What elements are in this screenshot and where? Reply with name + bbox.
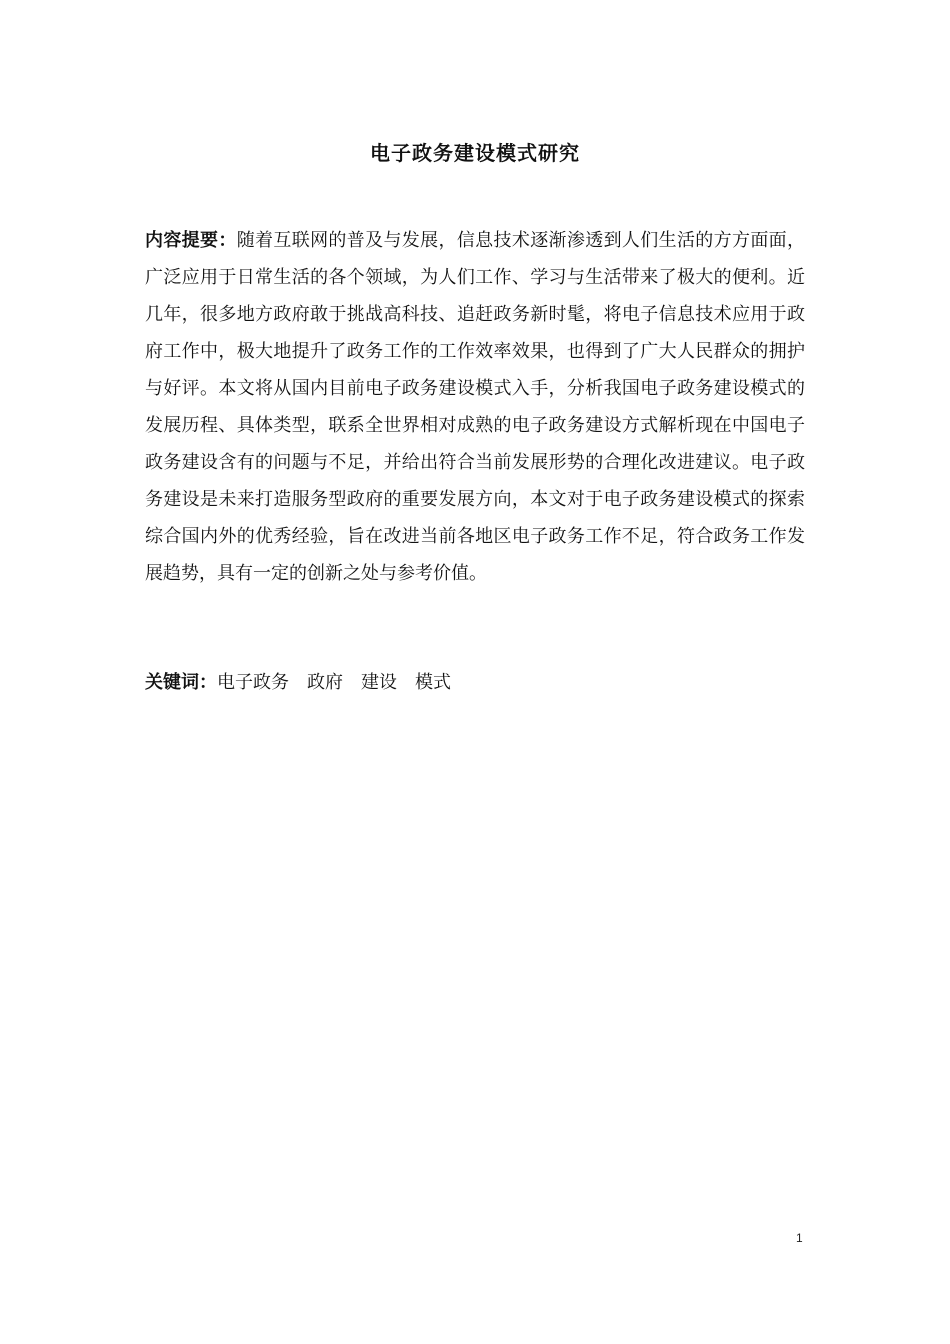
abstract-section xyxy=(145,222,805,592)
keyword-item: 政府 xyxy=(307,672,343,693)
keyword-item: 建设 xyxy=(361,672,397,693)
keyword-item: 模式 xyxy=(415,672,451,693)
keywords-section xyxy=(145,668,805,698)
abstract-text: 随着互联网的普及与发展，信息技术逐渐渗透到人们生活的方方面面，广泛应用于日常生活的各个领域，为人们工作、学习与生活带来了极大的便利。近几年，很多地方政府敢于挑战高科技、追赶政务新时髦，将电子信息技术应用于政府工作中，极大地提升了政务工作的工作效率效果，也得到了广大人民群众的拥护与好评。本文将从国内目前电子政务建设模式入手，分析我国电子政务建设模式的发展历程、具体类型，联系全世界相对成熟的电子政务建设方式解析现在中国电子政务建设含有的问题与不足，并给出符合当前发展形势的合理化改进建议。电子政务建设是未来打造服务型政府的重要发展方向，本文对于电子政务建设模式的探索综合国内外的优秀经验，旨在改进当前各地区电子政务工作不足，符合政务工作发展趋势，具有一定的创新之处与参考价值。 xyxy=(145,230,806,584)
document-title: 电子政务建设模式研究 xyxy=(370,141,580,165)
keywords-label: 关键词： xyxy=(145,672,217,693)
page-number: 1 xyxy=(796,1231,803,1245)
abstract-label: 内容提要： xyxy=(145,230,237,251)
keyword-item: 电子政务 xyxy=(217,672,289,693)
